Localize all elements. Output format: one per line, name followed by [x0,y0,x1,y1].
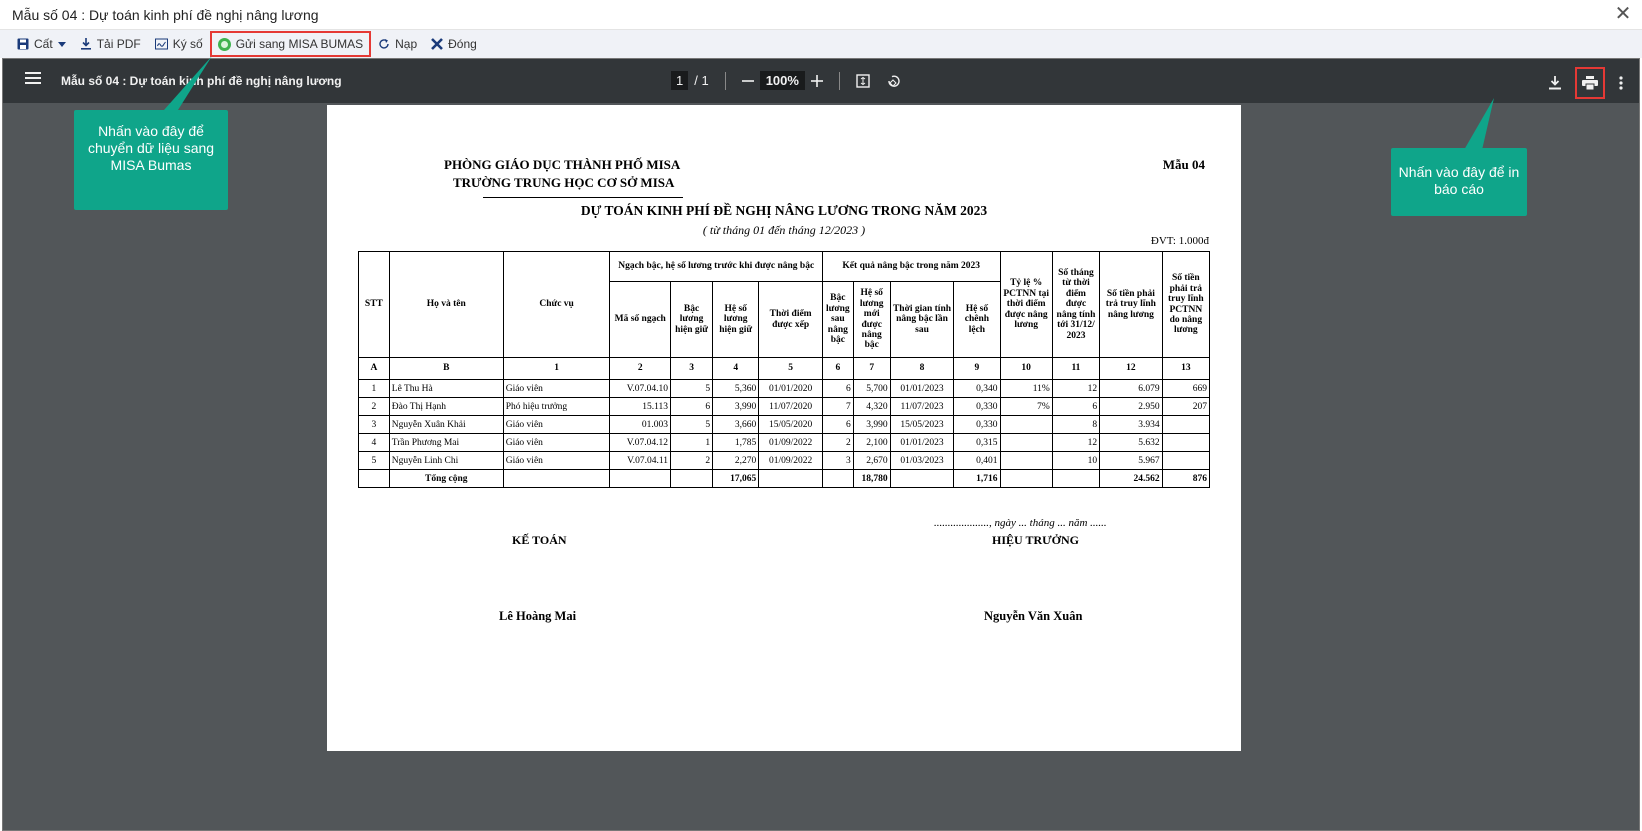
col-index: A [359,358,390,380]
table-cell: 11/07/2023 [890,398,954,416]
col-index: 7 [853,358,890,380]
header-so-tien-12: Số tiền phải trả truy lĩnh nâng lương [1100,252,1163,358]
signature-icon [155,38,168,50]
header-stt: STT [359,252,390,358]
hamburger-menu-icon[interactable] [25,71,41,85]
column-index-row [359,358,1210,380]
table-cell: 01/01/2020 [759,380,823,398]
table-cell: 01/03/2023 [890,452,954,470]
col-index: 8 [890,358,954,380]
table-cell: 01/01/2023 [890,434,954,452]
print-button[interactable] [1575,67,1605,99]
table-cell: Giáo viên [503,434,610,452]
table-row [359,416,1210,434]
table-cell [1000,452,1052,470]
table-row [359,434,1210,452]
table-cell [759,470,823,488]
table-cell: 5 [671,380,713,398]
salary-table [358,251,1210,488]
table-cell: 4 [359,434,390,452]
table-cell: 01/09/2022 [759,434,823,452]
table-cell: 0,330 [954,416,1000,434]
viewer-right-tools [1549,67,1623,99]
callout-pointer [150,56,220,116]
table-cell [1162,452,1209,470]
table-cell: 5,700 [853,380,890,398]
reload-button[interactable] [371,33,424,55]
table-cell: Nguyễn Linh Chi [389,452,503,470]
col-index: 11 [1052,358,1099,380]
table-cell: 01/09/2022 [759,452,823,470]
sign-right-title: HIỆU TRƯỞNG [992,533,1080,547]
divider [839,72,840,90]
table-cell: 2,270 [713,452,759,470]
table-cell: Nguyễn Xuân Khải [389,416,503,434]
header-hs-chenh: Hệ số chênh lệch [954,282,1000,358]
header-so-thang: Số tháng từ thời điểm được nâng tính tới 31/12/ 2023 [1052,252,1099,358]
table-row [359,398,1210,416]
table-cell: 2.950 [1100,398,1163,416]
download-pdf-label: Tải PDF [96,37,141,51]
table-cell: Tổng cộng [389,470,503,488]
total-row [359,470,1210,488]
sign-left-name: Lê Hoàng Mai [499,609,577,623]
table-cell: 5,360 [713,380,759,398]
close-icon[interactable]: ✕ [1614,3,1632,25]
send-bumas-button[interactable] [210,31,371,57]
table-cell: Đào Thị Hạnh [389,398,503,416]
table-cell: Giáo viên [503,416,610,434]
table-cell: 7 [822,398,853,416]
table-cell: 876 [1162,470,1209,488]
col-index: 2 [610,358,671,380]
save-button[interactable] [10,33,73,55]
table-row [359,380,1210,398]
table-cell: Giáo viên [503,380,610,398]
send-bumas-label: Gửi sang MISA BUMAS [235,37,364,51]
zoom-level[interactable]: 100% [760,71,805,90]
table-cell: 0,401 [954,452,1000,470]
table-cell: 6 [1052,398,1099,416]
header-hs-hien: Hệ số lương hiện giữ [713,282,759,358]
table-cell [1000,416,1052,434]
page-controls [671,71,902,90]
table-cell: 15/05/2023 [890,416,954,434]
table-cell [1000,470,1052,488]
col-index: 4 [713,358,759,380]
header-thoi-diem: Thời điểm được xếp [759,282,823,358]
table-cell [1162,416,1209,434]
viewer-toolbar [3,59,1639,103]
org-underline [483,197,683,198]
download-icon [80,38,92,50]
table-cell: 5 [671,416,713,434]
divider [725,72,726,90]
rotate-icon[interactable] [886,74,902,88]
page-total: / 1 [694,73,709,88]
table-cell: 11/07/2020 [759,398,823,416]
col-index: 3 [671,358,713,380]
table-cell: 3,990 [853,416,890,434]
table-cell: 6.079 [1100,380,1163,398]
table-cell: 15/05/2020 [759,416,823,434]
org-line-1: PHÒNG GIÁO DỤC THÀNH PHỐ MISA [444,157,681,172]
header-ma-so: Mã số ngạch [610,282,671,358]
table-cell: 0,330 [954,398,1000,416]
download-pdf-button[interactable] [73,33,148,55]
table-cell: 12 [1052,380,1099,398]
table-cell [671,470,713,488]
bumas-logo-icon [218,38,231,51]
table-cell: 3.934 [1100,416,1163,434]
callout-print: Nhấn vào đây để in báo cáo [1391,148,1527,216]
fit-page-icon[interactable] [856,74,870,88]
table-cell: 7% [1000,398,1052,416]
table-cell [1052,470,1099,488]
callout-pointer [1452,98,1502,150]
table-cell: 1,785 [713,434,759,452]
table-cell: 4,320 [853,398,890,416]
col-index: B [389,358,503,380]
table-cell: 8 [1052,416,1099,434]
caret-down-icon[interactable] [58,40,66,48]
header-hs-moi: Hệ số lương mới được nâng bậc [853,282,890,358]
header-bac-sau: Bậc lương sau nâng bậc [822,282,853,358]
table-row [359,452,1210,470]
table-cell: 3,990 [713,398,759,416]
table-cell: 669 [1162,380,1209,398]
table-cell: 1 [671,434,713,452]
table-cell: 18,780 [853,470,890,488]
table-cell: 15.113 [610,398,671,416]
table-cell: 6 [822,380,853,398]
table-cell: Trần Phương Mai [389,434,503,452]
report-title-text: DỰ TOÁN KINH PHÍ ĐỀ NGHỊ NÂNG LƯƠNG TRONG NĂM 2023 [580,203,988,218]
more-vert-icon[interactable] [1619,76,1623,90]
window-title: Mẫu số 04 : Dự toán kinh phí đề nghị nâng lương [12,6,319,23]
col-index: 9 [954,358,1000,380]
table-cell: 207 [1162,398,1209,416]
table-cell: 3 [359,416,390,434]
table-cell: 3,660 [713,416,759,434]
header-ty-le: Tỷ lệ % PCTNN tại thời điểm được nâng lương [1000,252,1052,358]
report-title [327,203,1241,219]
report-subtitle: ( từ tháng 01 đến tháng 12/2023 ) [702,223,866,237]
col-index: 10 [1000,358,1052,380]
table-cell [1162,434,1209,452]
table-cell [503,470,610,488]
zoom-in-icon[interactable] [811,75,823,87]
table-cell: 2 [822,434,853,452]
table-cell: 2,100 [853,434,890,452]
header-name: Họ và tên [389,252,503,358]
close-label: Đóng [448,37,477,51]
x-icon [431,38,443,50]
table-cell: 2,670 [853,452,890,470]
col-index: 13 [1162,358,1209,380]
close-dialog-button[interactable] [424,33,484,55]
printer-icon [1582,76,1598,90]
col-index: 1 [503,358,610,380]
table-cell: V.07.04.12 [610,434,671,452]
table-cell: 0,315 [954,434,1000,452]
sign-label: Ký số [172,37,203,51]
header-position: Chức vụ [503,252,610,358]
table-cell: 2 [359,398,390,416]
refresh-icon [378,38,390,50]
sign-button[interactable] [148,33,210,55]
org-line-2: TRƯỜNG TRUNG HỌC CƠ SỞ MISA [453,175,675,190]
table-cell: 5.632 [1100,434,1163,452]
table-cell: 6 [671,398,713,416]
col-index: 5 [759,358,823,380]
document-page [327,105,1241,751]
table-cell: 01/01/2023 [890,380,954,398]
table-cell: 10 [1052,452,1099,470]
table-cell [1000,434,1052,452]
table-cell: 5.967 [1100,452,1163,470]
table-cell: 6 [822,416,853,434]
table-cell: 01.003 [610,416,671,434]
table-cell: 2 [671,452,713,470]
table-cell: Giáo viên [503,452,610,470]
table-cell: 17,065 [713,470,759,488]
table-cell [822,470,853,488]
table-cell: 0,340 [954,380,1000,398]
reload-label: Nạp [395,37,418,51]
table-cell: 5 [359,452,390,470]
table-cell: Lê Thu Hà [389,380,503,398]
table-cell: V.07.04.10 [610,380,671,398]
header-group-after: Kết quả nâng bậc trong năm 2023 [822,252,1000,282]
table-cell: 3 [822,452,853,470]
save-label: Cất [34,37,53,51]
header-group-before: Ngạch bậc, hệ số lương trước khi được nâng bậc [610,252,822,282]
currency-unit: ĐVT: 1.000đ [1150,235,1209,247]
floppy-icon [17,38,29,50]
viewer-doc-name: Mẫu số 04 : Dự toán kinh phí đề nghị nâng lương [61,74,342,88]
download-icon[interactable] [1549,76,1561,90]
table-cell [890,470,954,488]
table-cell: 12 [1052,434,1099,452]
table-cell [359,470,390,488]
page-number-input[interactable]: 1 [671,71,688,90]
table-cell [610,470,671,488]
header-thoi-gian: Thời gian tính nâng bậc lần sau [890,282,954,358]
col-index: 12 [1100,358,1163,380]
header-so-tien-13: Số tiền phải trả truy lĩnh PCTNN do nâng lương [1162,252,1209,358]
table-cell: 1,716 [954,470,1000,488]
window-titlebar [0,0,1642,30]
header-bac-hien: Bậc lương hiện giữ [671,282,713,358]
sign-left-title: KẾ TOÁN [512,533,567,547]
table-cell: 11% [1000,380,1052,398]
callout-send-bumas: Nhấn vào đây để chuyển dữ liệu sang MISA Bumas [74,110,228,210]
table-cell: Phó hiệu trưởng [503,398,610,416]
sign-right-name: Nguyễn Văn Xuân [984,609,1083,623]
col-index: 6 [822,358,853,380]
toolbar [0,30,1642,58]
table-cell: 1 [359,380,390,398]
table-cell: V.07.04.11 [610,452,671,470]
table-cell: 24.562 [1100,470,1163,488]
form-number: Mẫu 04 [1162,157,1205,172]
sign-date: ...................., ngày ... tháng ... năm ...... [934,517,1107,529]
zoom-out-icon[interactable] [742,75,754,87]
